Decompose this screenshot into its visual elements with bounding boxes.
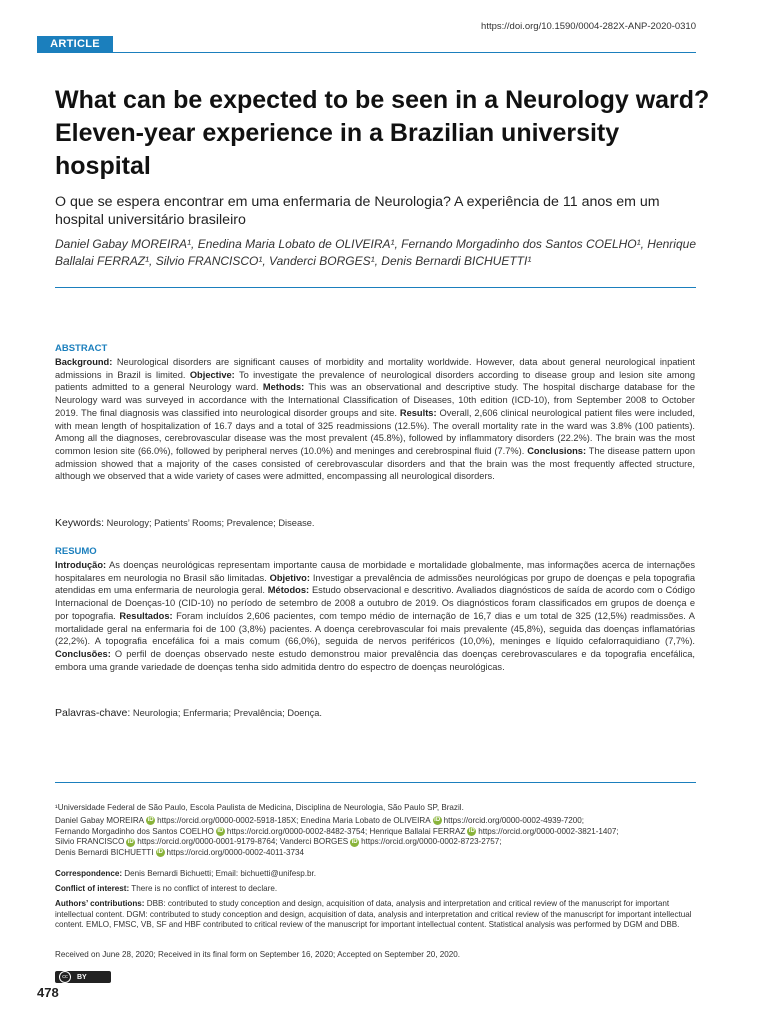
article-type-badge: ARTICLE [37, 36, 113, 53]
abstract-background-label: Background: [55, 357, 113, 367]
cc-icon: cc [59, 971, 71, 983]
license-by-label: BY [77, 973, 87, 981]
orcid-link[interactable]: https://orcid.org/0000-0002-8723-2757; [361, 837, 502, 847]
orcid-author-name: Silvio FRANCISCO [55, 837, 125, 847]
abstract-objective-text: To investigate the prevalence of neurological disorders according to disease group and lesion site among patients admitted to a general Neurology ward. [55, 369, 696, 393]
resumo-methods-label: Métodos: [267, 585, 310, 596]
abstract-objective-label: Objective: [189, 369, 235, 380]
conflict-text: There is no conflict of interest to declare. [129, 884, 278, 893]
orcid-author-name: Denis Bernardi BICHUETTI [55, 847, 154, 857]
resumo-intro-text: As doenças neurológicas representam importante causa de morbidade e mortalidade globalmente, mas informações acerca de internações hospitalares em neurologia no Brasil são limitadas. [55, 560, 695, 583]
orcid-link[interactable]: https://orcid.org/0000-0002-5918-185X; [157, 816, 299, 825]
resumo-keywords [55, 707, 695, 719]
orcid-icon: iD [127, 838, 134, 845]
resumo-body [55, 559, 695, 673]
palavras-chave-label: Palavras-chave: [55, 707, 131, 719]
resumo-objective-label: Objetivo: [269, 572, 310, 583]
orcid-list [55, 816, 695, 858]
orcid-author-name: Vanderci BORGES [279, 837, 349, 847]
keywords-label: Keywords: [55, 517, 105, 529]
orcid-link[interactable]: https://orcid.org/0000-0002-4011-3734 [166, 847, 305, 857]
correspondence [55, 869, 695, 880]
cc-by-license-badge[interactable] [55, 971, 111, 983]
resumo-methods-text: Estudo observacional e descritivo. Avaliados diagnósticos de saída de acordo com o Código Internacional de Doenças-10 (CID-10) no período de setembro de 2008 a outubro de 2019. Os diagnósticos foram classificados em grupos de doença e por topografia. [55, 585, 695, 621]
resumo-results-label: Resultados: [119, 610, 173, 621]
resumo-heading: RESUMO [55, 546, 97, 557]
abstract-methods-text: This was an observational and descriptive study. The hospital discharge database for the Neurology ward was surveyed in accordance with the International Classification of Diseases, 10th edition (ICD-10), from September 2008 to October 2019. The final diagnosis was classified into neurological disorder groups and site. [55, 382, 695, 418]
palavras-chave-text: Neurologia; Enfermaria; Prevalência; Doença. [130, 708, 323, 718]
orcid-icon: iD [351, 838, 358, 845]
article-subtitle-pt: O que se espera encontrar em uma enfermaria de Neurologia? A experiência de 11 anos em um hospital universitário brasileiro [55, 194, 660, 228]
orcid-link[interactable]: https://orcid.org/0000-0002-8482-3754; [226, 826, 368, 836]
resumo-results-text: Foram incluídos 2,606 pacientes, com tempo médio de internação de 16,7 dias e um total de 325 (12,5%) readmissões. A mortalidade geral na enfermaria foi de 100 (3,8%) pacientes. A doença cerebrovascular foi mais prevalente (45,8%), seguida das doenças inflamatórias (22,2%). A topografia encefálica foi a mais comum (66,0%), seguida de nervos periféricos (10,0%), meninges e líquido cefalorraquidiano (7,7%). [55, 610, 695, 647]
orcid-author-name: Daniel Gabay MOREIRA [55, 816, 145, 825]
abstract-conclusions-text: The disease pattern upon admission showed that a majority of the cases consisted of cerebrovascular disorders and that the brain was the most frequently affected structure, although we observed that a wide variety of cases were admitted, encompassing all neurological disorders. [55, 445, 695, 482]
conflict-label: Conflict of interest: [55, 884, 130, 893]
orcid-author-name: Henrique Ballalai FERRAZ [369, 826, 466, 836]
doi-link[interactable]: https://doi.org/10.1590/0004-282X-ANP-2020-0310 [481, 21, 696, 32]
contributions-label: Authors’ contributions: [55, 899, 145, 908]
conflict-of-interest [55, 884, 695, 895]
footnote-divider [55, 782, 696, 783]
resumo-intro-label: Introdução: [55, 560, 107, 570]
header-divider [37, 52, 696, 53]
orcid-link[interactable]: https://orcid.org/0000-0002-3821-1407; [478, 826, 619, 836]
correspondence-label: Correspondence: [55, 869, 123, 878]
abstract-heading: ABSTRACT [55, 343, 108, 354]
affiliation: ¹Universidade Federal de São Paulo, Escola Paulista de Medicina, Disciplina de Neurologia, São Paulo SP, Brazil. [55, 803, 464, 812]
orcid-icon: iD [434, 817, 441, 824]
resumo-conclusions-text: O perfil de doenças observado neste estudo demonstrou maior prevalência das doenças cerebrovasculares e da topografia encefálica, embora uma grande variedade de doenças tenha sido admitida dentro do espectro de doenças neurológicas. [55, 648, 695, 672]
correspondence-text: Denis Bernardi Bichuetti; Email: bichuetti@unifesp.br. [122, 869, 317, 878]
resumo-objective-text: Investigar a prevalência de admissões neurológicas por grupo de doenças e pela topografia atendidas em uma enfermaria de neurologia geral. [55, 572, 696, 596]
author-list: Daniel Gabay MOREIRA¹, Enedina Maria Lobato de OLIVEIRA¹, Fernando Morgadinho dos Santos COELHO¹, Henrique Ballalai FERRAZ¹, Silvio FRANCISCO¹, Vanderci BORGES¹, Denis Bernardi BICHUETTI¹ [55, 237, 696, 268]
orcid-author-name: Enedina Maria Lobato de OLIVEIRA [300, 816, 431, 825]
orcid-icon: iD [157, 849, 164, 856]
abstract-results-label: Results: [399, 407, 437, 418]
keywords-text: Neurology; Patients’ Rooms; Prevalence; Disease. [104, 518, 315, 528]
contributions-text: DBB: contributed to study conception and design, acquisition of data, analysis and interpretation and critical review of the manuscript for important intellectual content. DGM: contributed to study conception and design, acquisition of data, analysis and interpretation and critical review of the manuscript for important intellectual content. EMLO, FMSC, VB, SF and HBF contributed to critical review of the manuscript for important intellectual content. Statistical analysis was performed by DGM and DBB. [55, 899, 692, 930]
abstract-conclusions-label: Conclusions: [527, 445, 587, 456]
author-contributions [55, 899, 695, 931]
received-dates: Received on June 28, 2020; Received in its final form on September 16, 2020; Accepted on September 20, 2020. [55, 950, 460, 959]
abstract-background-text: Neurological disorders are significant causes of morbidity and mortality worldwide. However, data about general neurological inpatient admissions in Brazil is limited. [55, 357, 695, 380]
page-number: 478 [37, 985, 59, 1000]
orcid-link[interactable]: https://orcid.org/0000-0002-4939-7200; [443, 816, 585, 825]
abstract-results-text: Overall, 2,606 clinical neurological patient files were included, with mean length of hospitalization of 16.7 days and a total of 325 readmissions (12.5%). The overall mortality rate in the ward was 3.8% (100 patients). Among all the diagnoses, cerebrovascular disease was the most prevalent (45.8%), followed by inflammatory disorders (22.2%). The brain was the most common lesion site (66.0%), followed by peripheral nerves (10.0%) and meninges and cerebrospinal fluid (7.7%). [55, 407, 695, 456]
orcid-author-name: Fernando Morgadinho dos Santos COELHO [55, 826, 214, 836]
orcid-icon: iD [147, 817, 154, 824]
article-title: What can be expected to be seen in a Neurology ward? Eleven-year experience in a Brazilian university hospital [55, 86, 710, 180]
resumo-conclusions-label: Conclusões: [55, 648, 111, 659]
orcid-icon: iD [217, 827, 224, 834]
abstract-keywords [55, 517, 695, 529]
abstract-body [55, 356, 695, 483]
title-divider [55, 287, 696, 288]
orcid-icon: iD [468, 827, 475, 834]
orcid-link[interactable]: https://orcid.org/0000-0001-9179-8764; [137, 837, 278, 847]
abstract-methods-label: Methods: [262, 382, 305, 393]
